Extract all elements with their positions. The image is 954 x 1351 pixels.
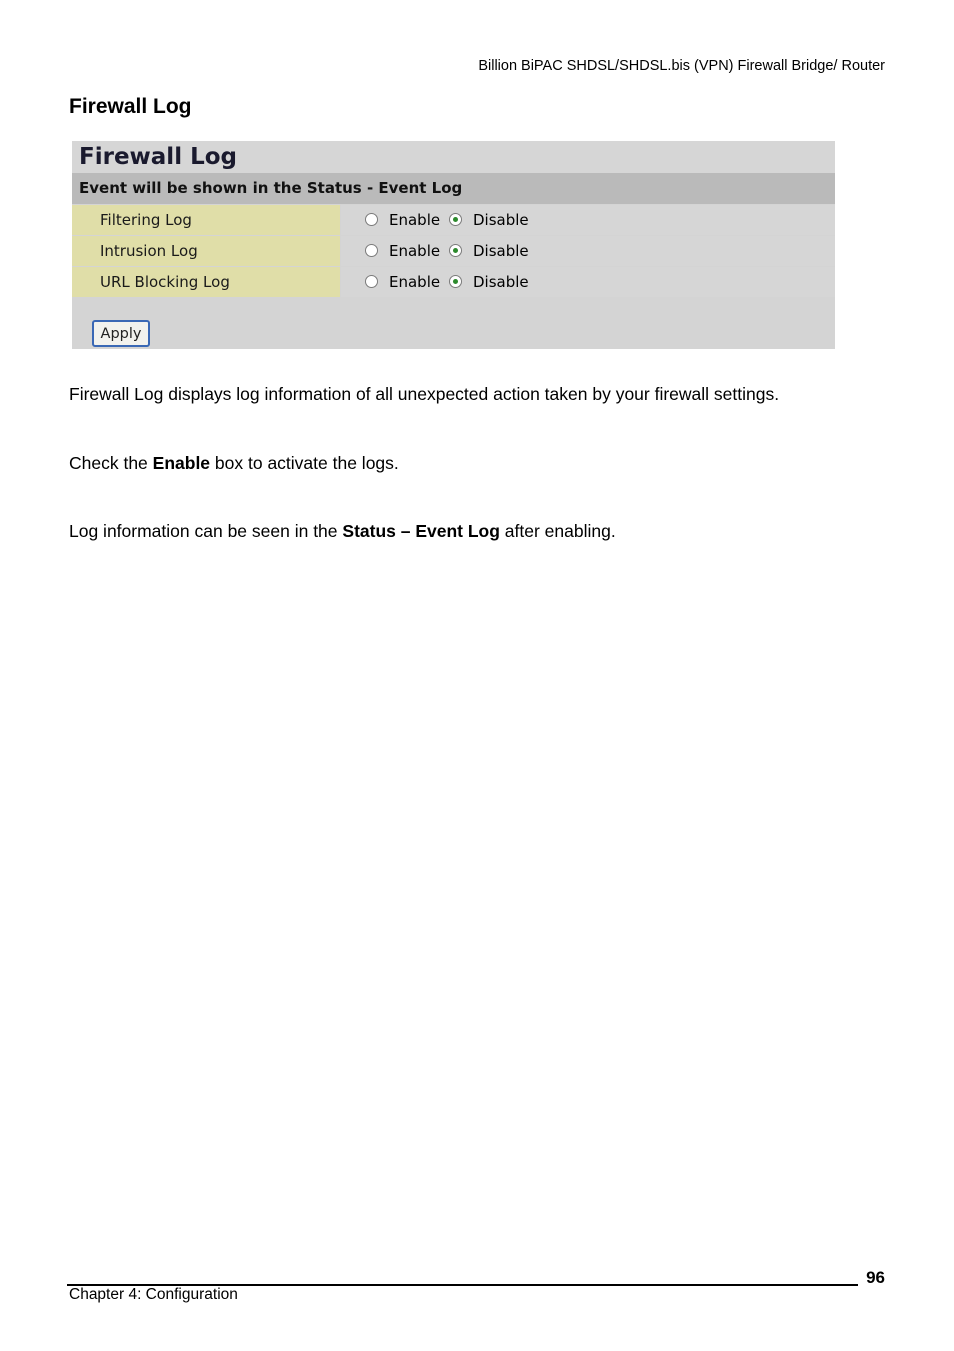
text: after enabling. bbox=[499, 521, 616, 541]
page-number: 96 bbox=[866, 1268, 885, 1287]
intrusion-enable-radio[interactable] bbox=[365, 244, 378, 257]
bold-term: Enable bbox=[152, 453, 211, 473]
row-label: URL Blocking Log bbox=[72, 267, 340, 297]
running-header: Billion BiPAC SHDSL/SHDSL.bis (VPN) Firewall Bridge/ Router bbox=[478, 58, 885, 74]
intrusion-log-row bbox=[72, 236, 835, 266]
row-label: Filtering Log bbox=[72, 205, 340, 235]
disable-label: Disable bbox=[473, 211, 529, 229]
description-paragraph: Firewall Log displays log information of all unexpected action taken by your firewall settings. bbox=[69, 384, 780, 404]
panel-title: Firewall Log bbox=[72, 141, 835, 173]
enable-label: Enable bbox=[389, 273, 441, 291]
enable-label: Enable bbox=[389, 211, 441, 229]
firewall-log-panel bbox=[72, 141, 835, 349]
bold-term: Status – Event Log bbox=[342, 521, 500, 541]
row-label: Intrusion Log bbox=[72, 236, 340, 266]
disable-label: Disable bbox=[473, 242, 529, 260]
apply-button[interactable]: Apply bbox=[92, 320, 150, 347]
panel-subtitle: Event will be shown in the Status - Event Log bbox=[72, 173, 835, 204]
status-instruction bbox=[69, 521, 616, 542]
text: Log information can be seen in the bbox=[69, 521, 343, 541]
text: Check the bbox=[69, 453, 153, 473]
enable-instruction bbox=[69, 453, 399, 474]
filtering-disable-radio[interactable] bbox=[449, 213, 462, 226]
url-blocking-enable-radio[interactable] bbox=[365, 275, 378, 288]
filtering-enable-radio[interactable] bbox=[365, 213, 378, 226]
radio-group bbox=[341, 236, 835, 266]
radio-group bbox=[341, 205, 835, 235]
enable-label: Enable bbox=[389, 242, 441, 260]
filtering-log-row bbox=[72, 205, 835, 235]
url-blocking-log-row bbox=[72, 267, 835, 297]
text: box to activate the logs. bbox=[210, 453, 399, 473]
url-blocking-disable-radio[interactable] bbox=[449, 275, 462, 288]
chapter-label: Chapter 4: Configuration bbox=[69, 1286, 238, 1303]
disable-label: Disable bbox=[473, 273, 529, 291]
intrusion-disable-radio[interactable] bbox=[449, 244, 462, 257]
radio-group bbox=[341, 267, 835, 297]
section-title: Firewall Log bbox=[69, 95, 192, 118]
